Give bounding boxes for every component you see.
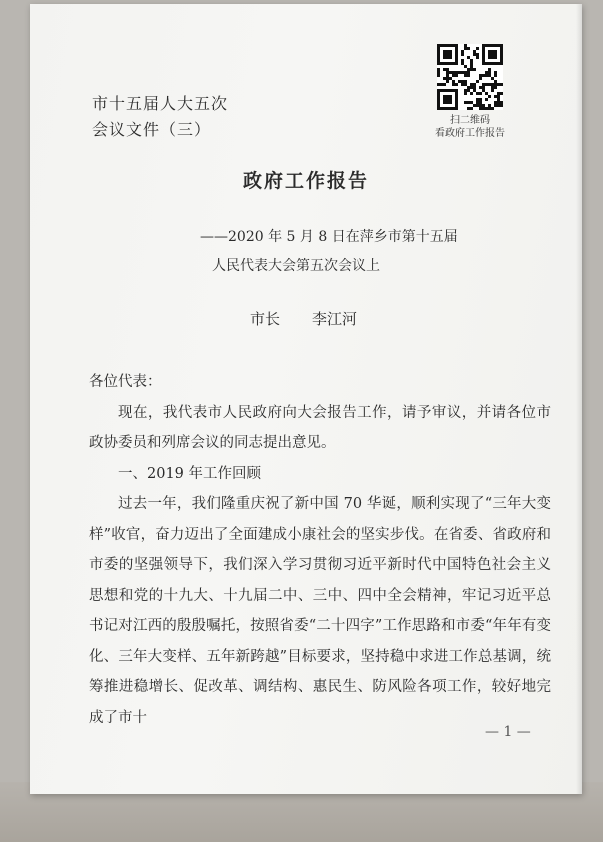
page-title: 政府工作报告 [242, 170, 369, 192]
body-paragraph: 现在，我代表市人民政府向大会报告工作，请予审议，并请各位市政协委员和列席会议的同志提出意见。 [89, 404, 551, 451]
body-paragraph: 过去一年，我们隆重庆祝了新中国 70 华诞，顺利实现了“三年大变样”收官，奋力迈出了全面建成小康社会的坚实步伐。在省委、省政府和市委的坚强领导下，我们深入学习贯彻习近平新时代中国特色社会主义思想和党的十九大、十九届二中、三中、四中全会精神，牢记习近平总书记对江西的殷殷嘱托，按照省委“二十四字”工作思路和市委“年年有变化、三年大变样、五年新跨越”目标要求，坚持稳中求进工作总基调，统筹推进稳增长、促改革、调结构、惠民生、防风险各项工作，较好地完成了市十 [89, 496, 551, 726]
document-page [30, 4, 582, 794]
subtitle-line: 人民代表大会第五次会议上 [212, 258, 380, 274]
subtitle-line: ——2020 年 5 月 8 日在萍乡市第十五届 [200, 229, 458, 245]
qr-caption-line: 扫二维码 [450, 115, 490, 126]
qr-caption [430, 114, 510, 140]
salutation: 各位代表： [89, 374, 162, 390]
section-heading: 一、2019 年工作回顾 [118, 465, 262, 482]
author-name: 李江河 [312, 310, 358, 328]
qr-code-icon [437, 44, 503, 110]
qr-caption-line: 看政府工作报告 [435, 128, 505, 139]
document-body [89, 367, 551, 733]
author-role: 市长 [250, 310, 281, 328]
page-number: — 1 — [485, 724, 531, 740]
document-tag [92, 91, 228, 143]
document-tag-line: 会议文件（三） [92, 120, 212, 139]
author-line [250, 308, 357, 329]
qr-block [430, 44, 510, 140]
document-tag-line: 市十五届人大五次 [92, 94, 229, 113]
page-fold-shadow [576, 4, 582, 794]
